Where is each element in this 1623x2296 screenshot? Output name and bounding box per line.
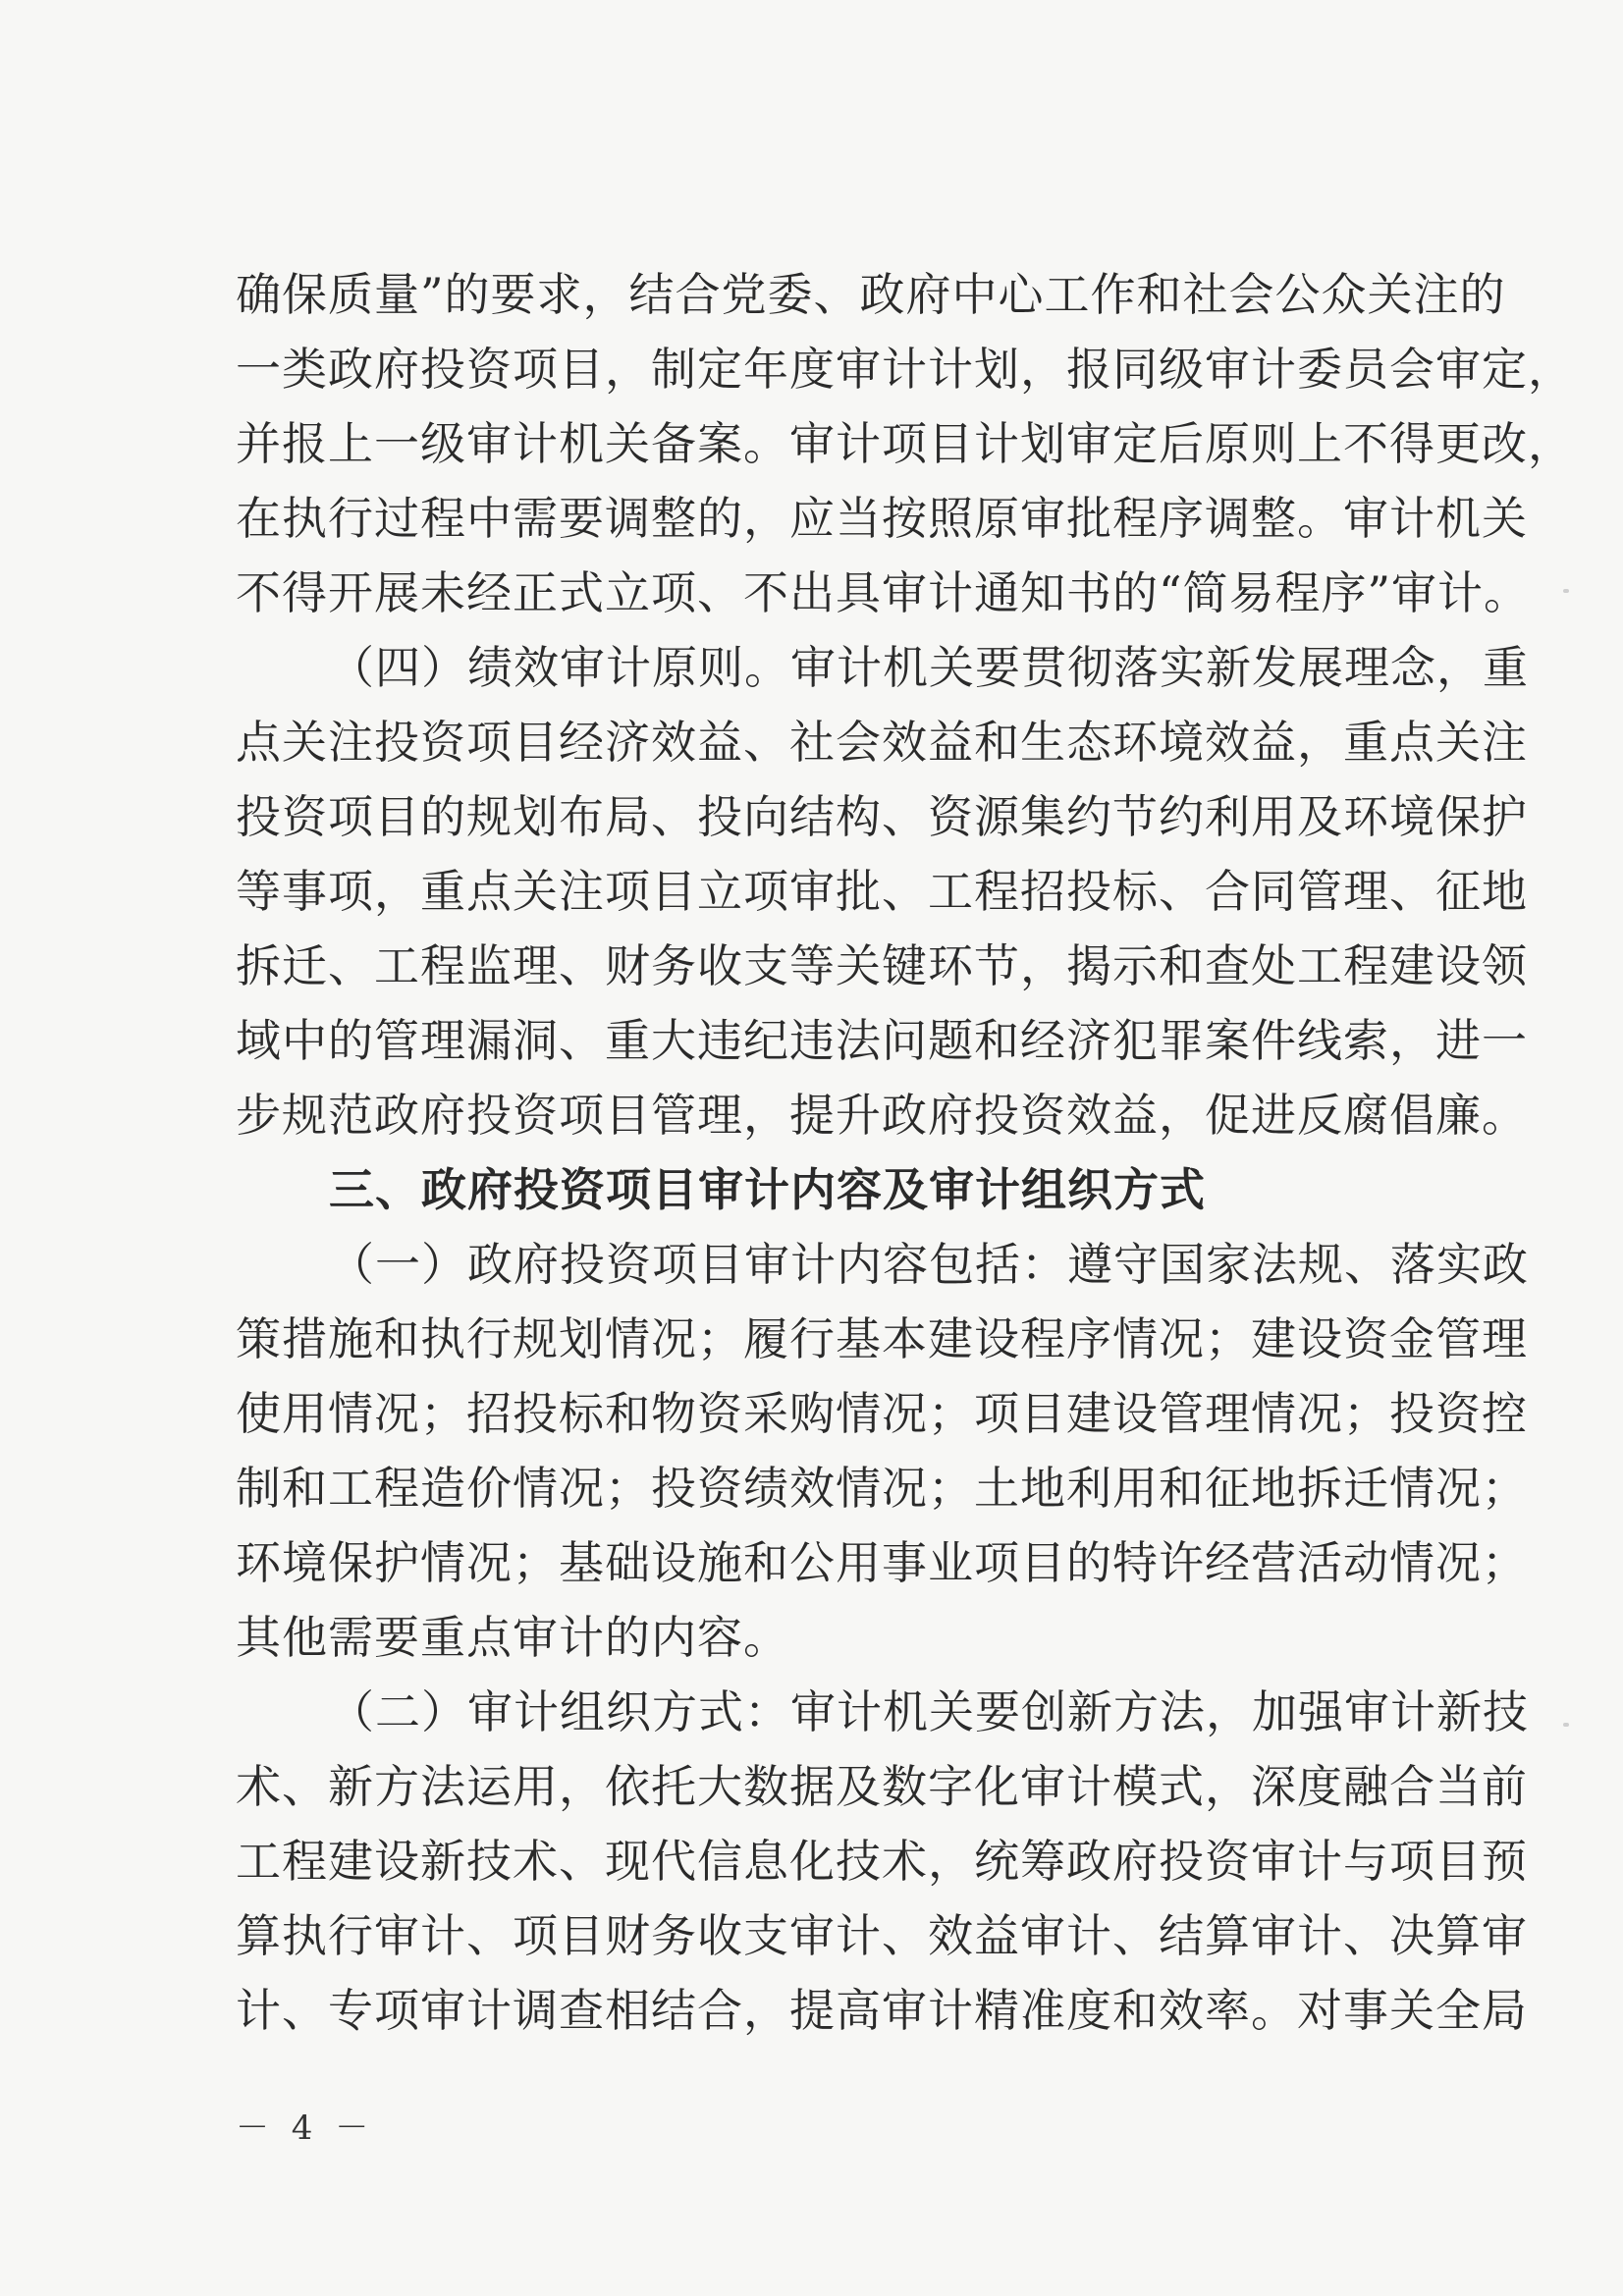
body-line: 算执行审计、项目财务收支审计、效益审计、结算审计、决算审 [236, 1909, 1528, 1962]
body-line: 步规范政府投资项目管理，提升政府投资效益，促进反腐倡廉。 [236, 1089, 1528, 1142]
body-line: 一类政府投资项目，制定年度审计计划，报同级审计委员会审定， [236, 343, 1574, 396]
body-line: 点关注投资项目经济效益、社会效益和生态环境效益，重点关注 [236, 716, 1528, 769]
scan-speck [1563, 589, 1569, 593]
body-line: 使用情况；招投标和物资采购情况；项目建设管理情况；投资控 [236, 1387, 1528, 1440]
body-line: 不得开展未经正式立项、不出具审计通知书的“简易程序”审计。 [236, 566, 1531, 619]
body-line: 环境保护情况；基础设施和公用事业项目的特许经营活动情况； [236, 1536, 1528, 1589]
body-line: 确保质量”的要求，结合党委、政府中心工作和社会公众关注的 [236, 268, 1506, 321]
body-line: 制和工程造价情况；投资绩效情况；土地利用和征地拆迁情况； [236, 1462, 1528, 1515]
body-line: 域中的管理漏洞、重大违纪违法问题和经济犯罪案件线索，进一 [236, 1014, 1528, 1067]
scan-speck [1563, 1723, 1569, 1727]
body-line: 投资项目的规划布局、投向结构、资源集约节约利用及环境保护 [236, 790, 1528, 843]
paragraph-first-line: （一）政府投资项目审计内容包括：遵守国家法规、落实政 [329, 1238, 1529, 1291]
paragraph-first-line: （二）审计组织方式：审计机关要创新方法，加强审计新技 [329, 1685, 1529, 1738]
body-line: 其他需要重点审计的内容。 [236, 1611, 789, 1664]
body-line: 策措施和执行规划情况；履行基本建设程序情况；建设资金管理 [236, 1312, 1528, 1365]
body-line: 计、专项审计调查相结合，提高审计精准度和效率。对事关全局 [236, 1984, 1528, 2037]
body-line: 工程建设新技术、现代信息化技术，统筹政府投资审计与项目预 [236, 1835, 1528, 1888]
body-line: 拆迁、工程监理、财务收支等关键环节，揭示和查处工程建设领 [236, 939, 1528, 992]
body-line: 在执行过程中需要调整的，应当按照原审批程序调整。审计机关 [236, 492, 1528, 545]
section-heading: 三、政府投资项目审计内容及审计组织方式 [329, 1163, 1206, 1216]
page-number: － 4 － [236, 2109, 375, 2148]
body-line: 术、新方法运用，依托大数据及数字化审计模式，深度融合当前 [236, 1760, 1528, 1813]
paragraph-first-line: （四）绩效审计原则。审计机关要贯彻落实新发展理念，重 [329, 641, 1529, 694]
body-line: 并报上一级审计机关备案。审计项目计划审定后原则上不得更改， [236, 417, 1574, 470]
body-line: 等事项，重点关注项目立项审批、工程招投标、合同管理、征地 [236, 865, 1528, 918]
